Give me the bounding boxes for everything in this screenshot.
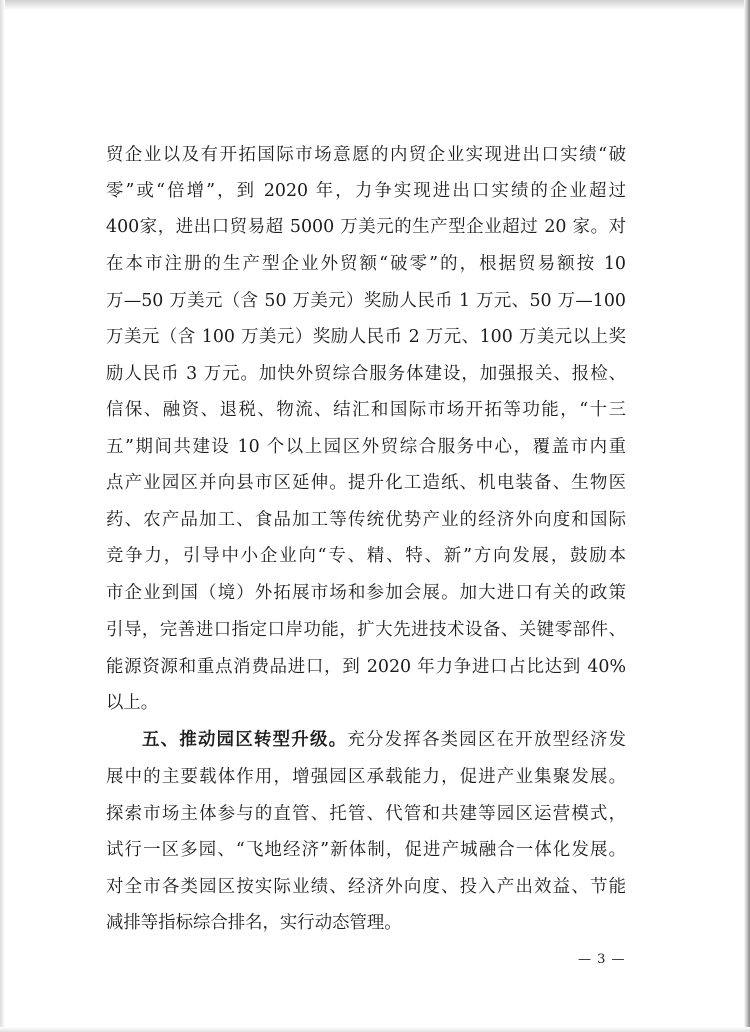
scan-edge-bottom: [0, 1027, 750, 1032]
text-line: 励人民币 3 万元。加快外贸综合服务体建设，加强报关、报检、: [106, 364, 626, 384]
text-line: 充分发挥各类园区在开放型经济发: [347, 730, 626, 750]
scan-edge-top: [0, 0, 750, 10]
text-line: 能源资源和重点消费品进口，到 2020 年力争进口占比达到 40%: [106, 657, 626, 677]
text-line: 400家，进出口贸易超 5000 万美元的生产型企业超过 20 家。对: [106, 217, 626, 237]
text-line: 市企业到国（境）外拓展市场和参加会展。加大进口有关的政策: [106, 583, 626, 603]
text-line: 零”或“倍增”，到 2020 年，力争实现进出口实绩的企业超过: [106, 181, 626, 201]
text-line: 竞争力，引导中小企业向“专、精、特、新”方向发展，鼓励本: [106, 546, 626, 566]
text-line: 减排等指标综合排名，实行动态管理。: [106, 913, 402, 933]
section-heading: 五、推动园区转型升级。: [142, 730, 348, 750]
section-heading-line: [142, 729, 626, 751]
text-line: 引导，完善进口指定口岸功能，扩大先进技术设备、关键零部件、: [106, 620, 626, 640]
text-line: 点产业园区并向县市区延伸。提升化工造纸、机电装备、生物医: [106, 473, 626, 493]
scan-edge-right: [744, 0, 750, 1032]
text-line: 展中的主要载体作用，增强园区承载能力，促进产业集聚发展。: [106, 767, 626, 787]
text-line: 五”期间共建设 10 个以上园区外贸综合服务中心，覆盖市内重: [106, 437, 626, 457]
text-line: 以上。: [106, 693, 159, 713]
text-line: 探索市场主体参与的直管、托管、代管和共建等园区运营模式，: [106, 804, 626, 824]
text-line: 药、农产品加工、食品加工等传统优势产业的经济外向度和国际: [106, 510, 626, 530]
text-line: 贸企业以及有开拓国际市场意愿的内贸企业实现进出口实绩“破: [106, 145, 626, 165]
text-line: 试行一区多园、“飞地经济”新体制，促进产城融合一体化发展。: [106, 840, 626, 860]
text-line: 信保、融资、退税、物流、结汇和国际市场开拓等功能，“十三: [106, 400, 626, 420]
scan-edge-left: [0, 0, 5, 1032]
page-number: — 3 —: [578, 952, 626, 967]
text-line: 在本市注册的生产型企业外贸额“破零”的，根据贸易额按 10: [106, 254, 626, 274]
text-line: 万—50 万美元（含 50 万美元）奖励人民币 1 万元、50 万—100: [106, 291, 626, 311]
text-line: 万美元（含 100 万美元）奖励人民币 2 万元、100 万美元以上奖: [106, 327, 626, 347]
text-line: 对全市各类园区按实际业绩、经济外向度、投入产出效益、节能: [106, 877, 626, 897]
